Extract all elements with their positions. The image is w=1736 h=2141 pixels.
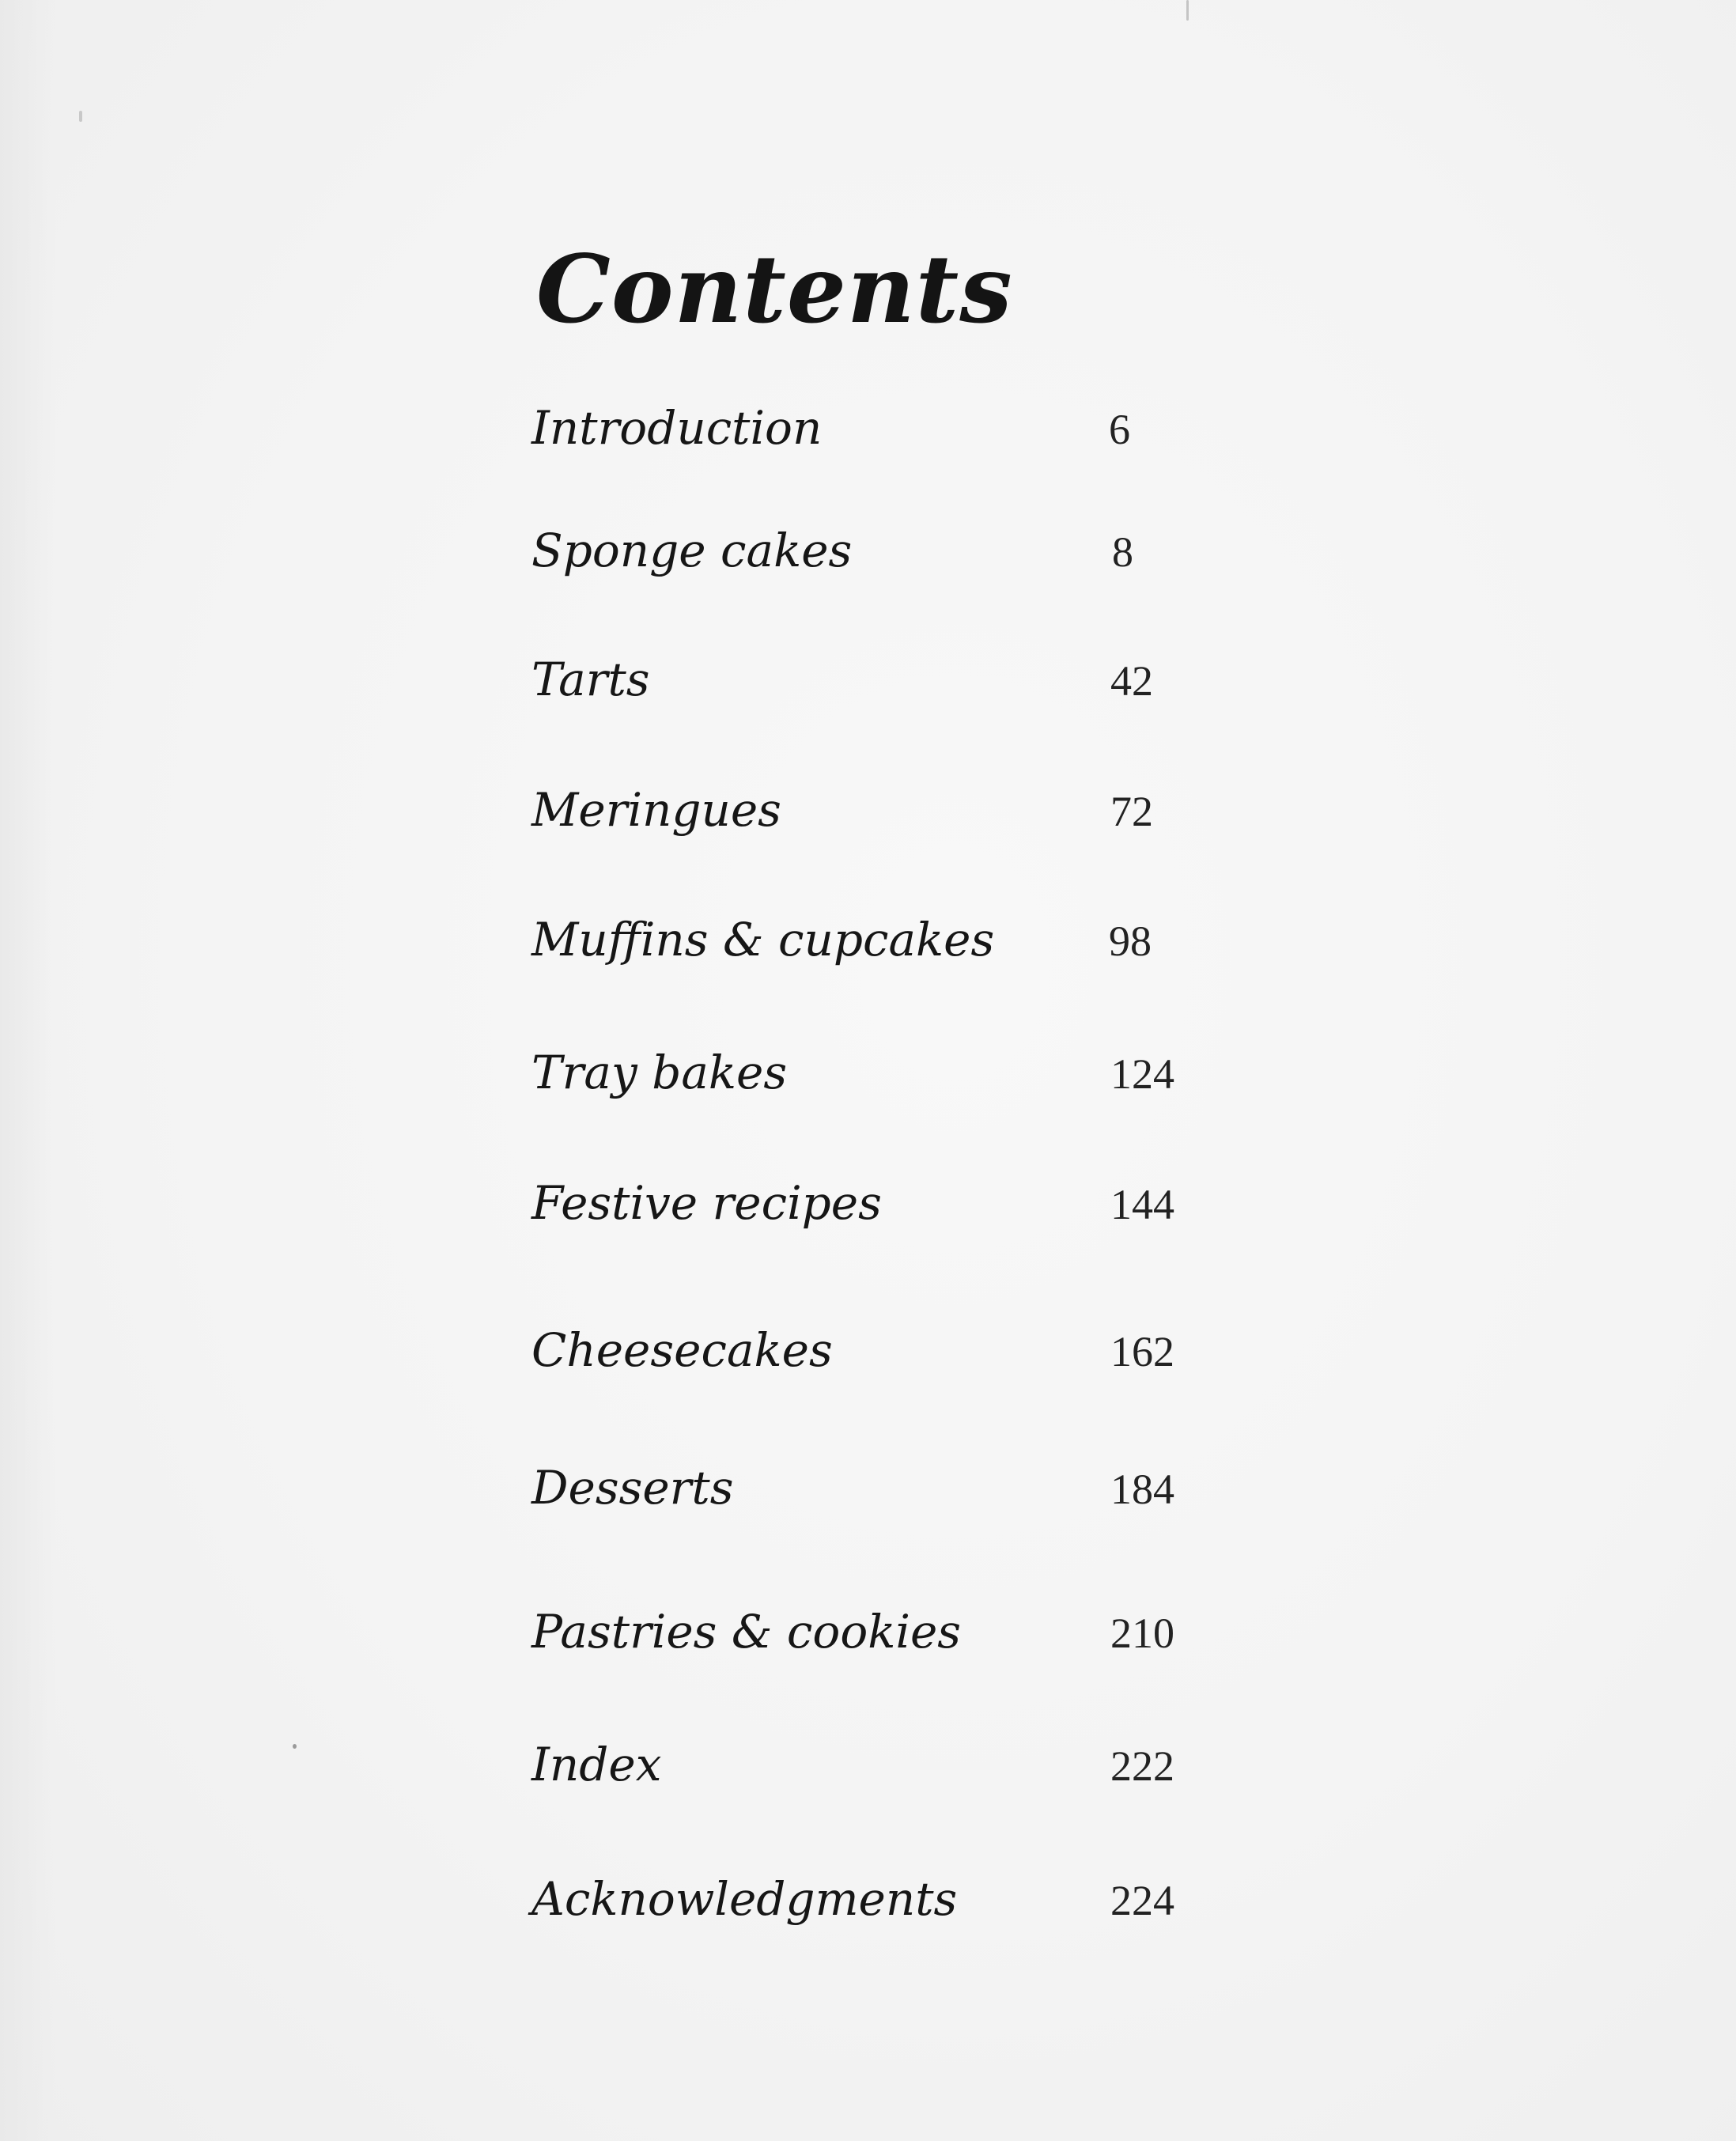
toc-entry-page: 72 bbox=[1110, 788, 1153, 835]
toc-entry-label: Tray bakes bbox=[531, 1046, 788, 1099]
toc-entry-label: Meringues bbox=[531, 783, 781, 837]
toc-entry bbox=[531, 510, 1243, 577]
toc-entry bbox=[531, 388, 1243, 455]
toc-entry-page: 8 bbox=[1112, 528, 1133, 576]
toc-entry-label: Acknowledgments bbox=[531, 1872, 958, 1926]
toc-entry bbox=[531, 1310, 1243, 1377]
toc-entry-label: Cheesecakes bbox=[531, 1323, 833, 1377]
toc-entry-page: 162 bbox=[1110, 1328, 1174, 1375]
toc-entry-page: 124 bbox=[1110, 1050, 1174, 1098]
toc-entry bbox=[531, 899, 1243, 966]
toc-entry bbox=[531, 1859, 1243, 1926]
toc-entry-page: 144 bbox=[1110, 1181, 1174, 1228]
toc-entry-label: Index bbox=[531, 1738, 662, 1791]
toc-entry-page: 42 bbox=[1110, 657, 1153, 705]
toc-entry-label: Muffins & cupcakes bbox=[531, 913, 995, 966]
toc-entry bbox=[531, 1447, 1243, 1515]
toc-entry bbox=[531, 770, 1243, 837]
toc-entry-label: Pastries & cookies bbox=[531, 1605, 962, 1659]
toc-entry bbox=[531, 639, 1243, 706]
toc-entry-label: Sponge cakes bbox=[531, 524, 853, 577]
toc-entry-label: Festive recipes bbox=[531, 1176, 882, 1230]
toc-entry bbox=[531, 1032, 1243, 1099]
toc-entry-page: 210 bbox=[1110, 1610, 1174, 1657]
toc-entry bbox=[531, 1724, 1243, 1791]
toc-entry-label: Desserts bbox=[531, 1461, 734, 1515]
toc-entry-label: Introduction bbox=[531, 401, 823, 455]
toc-entry-page: 184 bbox=[1110, 1466, 1174, 1513]
toc-entry-page: 98 bbox=[1109, 917, 1152, 965]
page-title: Contents bbox=[536, 234, 1013, 345]
toc-entry-page: 222 bbox=[1110, 1742, 1174, 1790]
toc-entry-page: 6 bbox=[1109, 406, 1130, 453]
toc-entry-page: 224 bbox=[1110, 1877, 1174, 1924]
toc-entry bbox=[531, 1163, 1243, 1230]
toc-entry-label: Tarts bbox=[531, 653, 650, 706]
toc-entry bbox=[531, 1591, 1243, 1659]
